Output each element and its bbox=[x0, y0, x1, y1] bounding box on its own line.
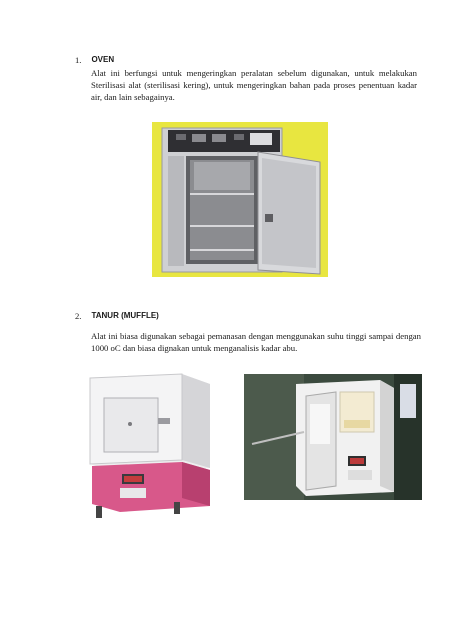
section-number: 1. bbox=[75, 55, 82, 65]
section-muffle-heading bbox=[75, 311, 159, 321]
muffle-furnace-photo bbox=[86, 370, 216, 522]
section-title: TANUR (MUFFLE) bbox=[91, 311, 159, 320]
section-oven-text: Alat ini berfungsi untuk mengeringkan peralatan sebelum digunakan, untuk melakukan Sterilisasi alat (sterilisasi kering), untuk mengeringkan bahan pada proses penentuan kadar air, dan lain sebagainya. bbox=[91, 68, 417, 103]
oven-photo bbox=[152, 122, 328, 277]
section-oven-heading bbox=[75, 55, 114, 65]
muffle-furnace-lab-photo bbox=[244, 374, 422, 500]
section-title: OVEN bbox=[91, 55, 115, 64]
section-number: 2. bbox=[75, 311, 82, 321]
section-muffle-text: Alat ini biasa digunakan sebagai pemanasan dengan menggunakan suhu tinggi sampai dengan 1000 oC dan biasa dignakan untuk menganalisis kadar abu. bbox=[91, 331, 421, 354]
